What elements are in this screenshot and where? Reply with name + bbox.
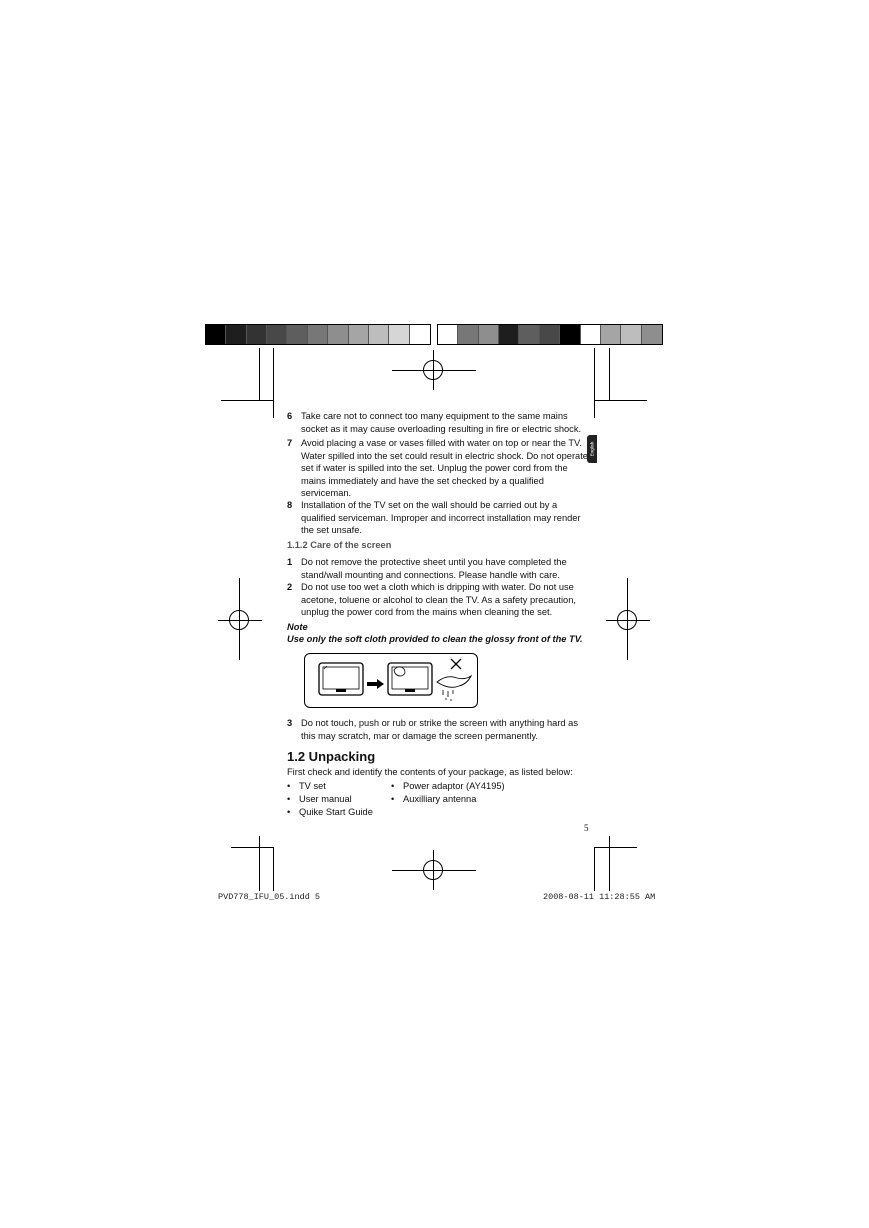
- color-swatch: [499, 325, 519, 344]
- item-text: Do not remove the protective sheet until you have completed the stand/wall mounting and connections. Please handle with care.: [301, 557, 567, 580]
- item-text: Do not touch, push or rub or strike the screen with anything hard as this may scratch, mar or damage the screen permanently.: [301, 718, 578, 741]
- item-text: Take care not to connect too many equipment to the same mains socket as it may cause overloading resulting in fire or electric shock.: [301, 411, 582, 434]
- registration-mark-icon: [617, 610, 637, 630]
- list-item: • Auxilliary antenna: [391, 794, 477, 804]
- list-item: • TV set: [287, 781, 326, 791]
- crop-mark: [273, 847, 274, 891]
- note-title: Note: [287, 622, 308, 632]
- color-swatch: [642, 325, 662, 344]
- color-swatch: [581, 325, 601, 344]
- color-swatch: [519, 325, 539, 344]
- cleaning-diagram-icon: [305, 654, 477, 707]
- crop-mark: [594, 847, 637, 848]
- crop-mark: [609, 836, 610, 891]
- crop-mark: [609, 348, 610, 400]
- color-swatch: [438, 325, 458, 344]
- crop-mark: [594, 348, 595, 418]
- section-title: 1.2 Unpacking: [287, 749, 376, 764]
- item-number: 2: [287, 582, 293, 592]
- color-swatch: [540, 325, 560, 344]
- color-swatch: [328, 325, 348, 344]
- item-number: 7: [287, 438, 293, 448]
- footer-timestamp: 2008-08-11 11:28:55 AM: [543, 892, 656, 902]
- crop-mark: [259, 836, 260, 891]
- item-text: Installation of the TV set on the wall should be carried out by a qualified serviceman. Improper and incorrect installation may render the set unsafe.: [301, 500, 581, 536]
- list-item: • Power adaptor (AY4195): [391, 781, 505, 791]
- crop-mark: [231, 847, 274, 848]
- footer-filename: PVD778_IFU_05.indd 5: [218, 892, 321, 902]
- color-swatch: [369, 325, 389, 344]
- registration-mark-icon: [423, 860, 443, 880]
- item-text: Do not use too wet a cloth which is dripping with water. Do not use acetone, toluene or alcohol to clean the TV. As a safety precaution, unplug the power cord from the mains when cleaning the set.: [301, 582, 576, 618]
- color-swatch: [308, 325, 328, 344]
- item-number: 1: [287, 557, 293, 567]
- color-bar-right: [437, 324, 663, 345]
- crop-mark: [594, 847, 595, 891]
- color-bar-left: [205, 324, 431, 345]
- color-swatch: [479, 325, 499, 344]
- item-text: Avoid placing a vase or vases filled with water on top or near the TV. Water spilled into the set could result in electric shock. Do not operate set if water is spilled into the set. Unplug the power cord from the mains immediately and have the set checked by a qualified serviceman.: [301, 438, 588, 499]
- crop-mark: [259, 348, 260, 400]
- unpacking-intro: First check and identify the contents of your package, as listed below:: [287, 767, 573, 777]
- list-item: • Quike Start Guide: [287, 807, 373, 817]
- item-number: 8: [287, 500, 293, 510]
- note-text: Use only the soft cloth provided to clean the glossy front of the TV.: [287, 634, 583, 644]
- color-swatch: [247, 325, 267, 344]
- color-swatch: [349, 325, 369, 344]
- item-number: 3: [287, 718, 293, 728]
- color-swatch: [389, 325, 409, 344]
- crop-mark: [221, 400, 274, 401]
- color-swatch: [287, 325, 307, 344]
- color-swatch: [621, 325, 641, 344]
- registration-mark-icon: [229, 610, 249, 630]
- color-swatch: [458, 325, 478, 344]
- crop-mark: [273, 348, 274, 418]
- color-swatch: [560, 325, 580, 344]
- list-item: • User manual: [287, 794, 352, 804]
- registration-mark-icon: [423, 360, 443, 380]
- page-number: 5: [584, 823, 589, 833]
- cleaning-illustration: [304, 653, 478, 708]
- color-swatch: [206, 325, 226, 344]
- color-swatch: [601, 325, 621, 344]
- color-swatch: [410, 325, 430, 344]
- color-swatch: [267, 325, 287, 344]
- language-tab-label: English: [589, 441, 595, 457]
- item-number: 6: [287, 411, 293, 421]
- crop-mark: [594, 400, 647, 401]
- section-heading: 1.1.2 Care of the screen: [287, 540, 392, 550]
- color-swatch: [226, 325, 246, 344]
